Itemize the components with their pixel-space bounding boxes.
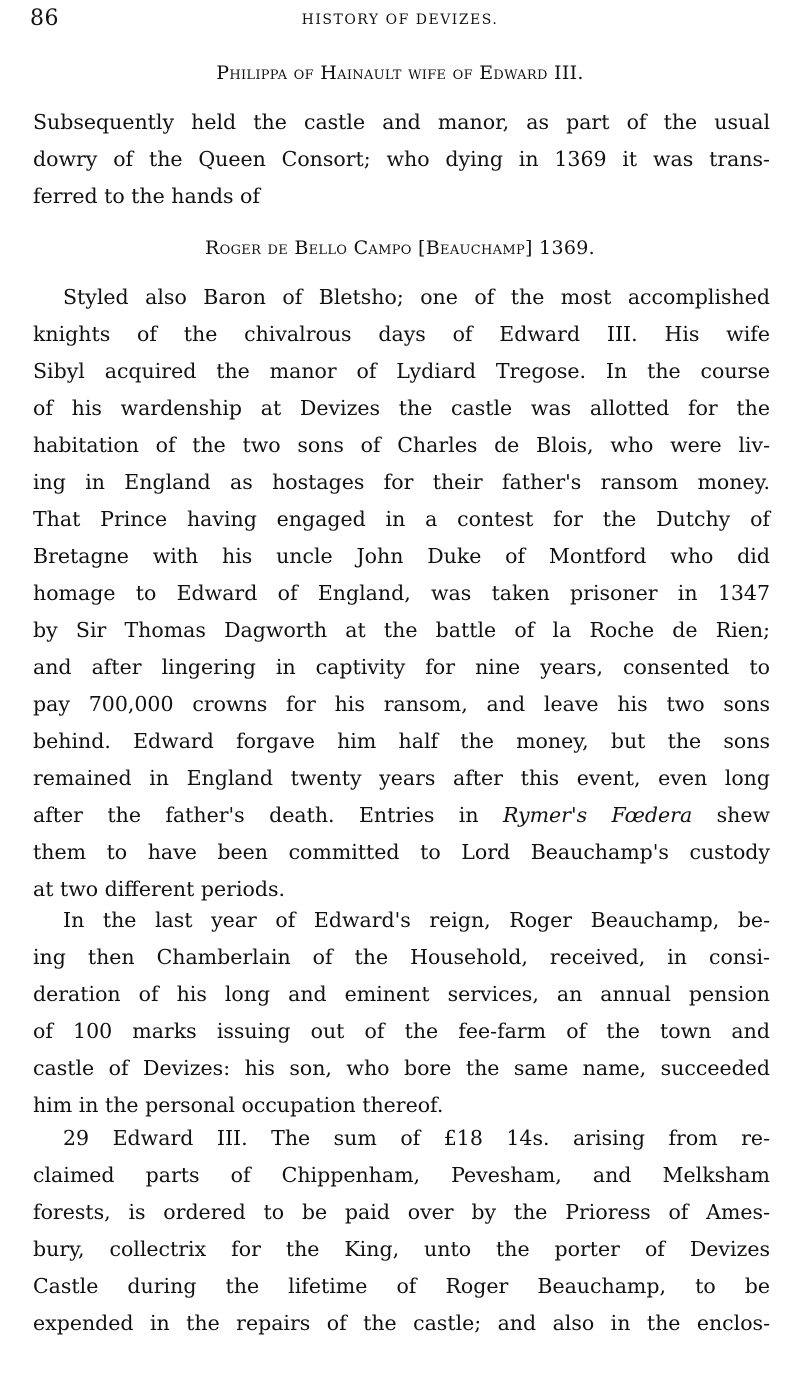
text-line: claimed parts of Chippenham, Pevesham, and Melksham — [33, 1163, 770, 1187]
text-line-with-citation — [33, 797, 770, 834]
running-title: HISTORY OF DEVIZES. — [301, 12, 499, 28]
text-line: Castle during the lifetime of Roger Beauchamp, to be — [33, 1274, 770, 1298]
paragraph-29-edward-iii — [33, 1120, 770, 1342]
text-line: him in the personal occupation thereof. — [33, 1093, 444, 1117]
section-heading-roger-beauchamp: Roger de Bello Campo [Beauchamp] 1369. — [205, 237, 595, 259]
paragraph-roger-styled — [33, 279, 770, 908]
text-line: and after lingering in captivity for nine years, consented to — [33, 655, 770, 679]
text-line: homage to Edward of England, was taken prisoner in 1347 — [33, 581, 770, 605]
text-line-end: shew — [692, 803, 770, 827]
paragraph-last-year-reign — [33, 902, 770, 1124]
citation-rymers-foedera: Rymer's Fœdera — [502, 803, 693, 827]
page-header — [30, 6, 770, 40]
text-line: forests, is ordered to be paid over by the Prioress of Ames- — [33, 1200, 770, 1224]
text-line: deration of his long and eminent services, an annual pension — [33, 982, 770, 1006]
text-line: Subsequently held the castle and manor, as part of the usual — [33, 110, 770, 134]
text-line: 29 Edward III. The sum of £18 14s. arising from re- — [63, 1126, 770, 1150]
text-line: them to have been committed to Lord Beauchamp's custody — [33, 840, 770, 864]
text-line: ferred to the hands of — [33, 184, 260, 208]
text-line-start: after the father's death. Entries in — [33, 803, 503, 827]
paragraph-philippa — [33, 104, 770, 215]
text-line: ing then Chamberlain of the Household, received, in consi- — [33, 945, 770, 969]
text-line: Bretagne with his uncle John Duke of Montford who did — [33, 544, 770, 568]
page-number: 86 — [30, 6, 59, 31]
text-line: habitation of the two sons of Charles de Blois, who were liv- — [33, 433, 770, 457]
text-line: bury, collectrix for the King, unto the porter of Devizes — [33, 1237, 770, 1261]
text-line: by Sir Thomas Dagworth at the battle of la Roche de Rien; — [33, 618, 770, 642]
text-line: at two different periods. — [33, 877, 285, 901]
text-line: of his wardenship at Devizes the castle was allotted for the — [33, 396, 770, 420]
text-line: behind. Edward forgave him half the money, but the sons — [33, 729, 770, 753]
text-line: That Prince having engaged in a contest for the Dutchy of — [33, 507, 770, 531]
text-line: Styled also Baron of Bletsho; one of the most accomplished — [63, 285, 770, 309]
text-line: ing in England as hostages for their father's ransom money. — [33, 470, 770, 494]
text-line: In the last year of Edward's reign, Roger Beauchamp, be- — [63, 908, 770, 932]
text-line: Sibyl acquired the manor of Lydiard Tregose. In the course — [33, 359, 770, 383]
section-heading-philippa: Philippa of Hainault wife of Edward III. — [216, 62, 584, 84]
text-line: knights of the chivalrous days of Edward III. His wife — [33, 322, 770, 346]
text-line: expended in the repairs of the castle; and also in the enclos- — [33, 1311, 770, 1335]
text-line: dowry of the Queen Consort; who dying in 1369 it was trans- — [33, 147, 770, 171]
text-line: of 100 marks issuing out of the fee-farm of the town and — [33, 1019, 770, 1043]
text-line: remained in England twenty years after this event, even long — [33, 766, 770, 790]
text-line: pay 700,000 crowns for his ransom, and leave his two sons — [33, 692, 770, 716]
text-line: castle of Devizes: his son, who bore the same name, succeeded — [33, 1056, 770, 1080]
